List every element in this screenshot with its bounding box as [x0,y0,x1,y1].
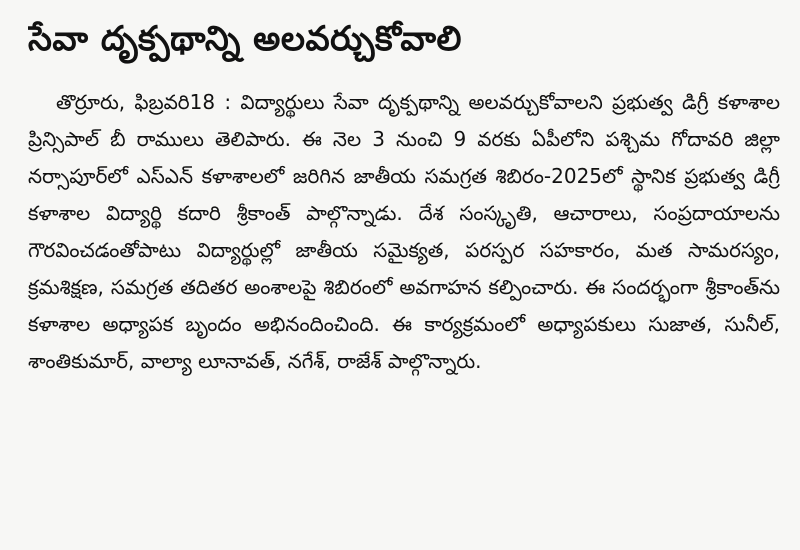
article-body [28,84,780,380]
article-text: విద్యార్థులు సేవా దృక్పథాన్ని అలవర్చుకోవాలని ప్రభుత్వ డిగ్రీ కళాశాల ప్రిన్సిపాల్ బీ రాములు తెలిపారు. ఈ నెల 3 నుంచి 9 వరకు ఏపీలోని పశ్చిమ గోదావరి జిల్లా నర్సాపూర్‌లో ఎస్ఎన్ కళాశాలలో జరిగిన జాతీయ సమగ్రత శిబిరం-2025లో స్థానిక ప్రభుత్వ డిగ్రీ కళాశాల విద్యార్థి కదారి శ్రీకాంత్ పాల్గొన్నాడు. దేశ సంస్కృతి, ఆచారాలు, సంప్రదాయాలను గౌరవించడంతోపాటు విద్యార్థుల్లో జాతీయ సమైక్యత, పరస్పర సహకారం, మత సామరస్యం, క్రమశిక్షణ, సమగ్రత తదితర అంశాలపై శిబిరంలో అవగాహన కల్పించారు. ఈ సందర్భంగా శ్రీకాంత్‌ను కళాశాల అధ్యాపక బృందం అభినందించింది. ఈ కార్యక్రమంలో అధ్యాపకులు సుజాత, సునీల్, శాంతికుమార్, వాల్యా లూనావత్, నగేశ్, రాజేశ్ పాల్గొన్నారు. [28,90,780,373]
headline: సేవా దృక్పథాన్ని అలవర్చుకోవాలి [28,19,462,59]
article-paragraph [28,84,780,380]
previous-article-fragment [30,0,750,6]
dateline: తొర్రూరు, ఫిబ్రవరి18 : [56,90,232,114]
next-article-fragment [28,510,788,550]
